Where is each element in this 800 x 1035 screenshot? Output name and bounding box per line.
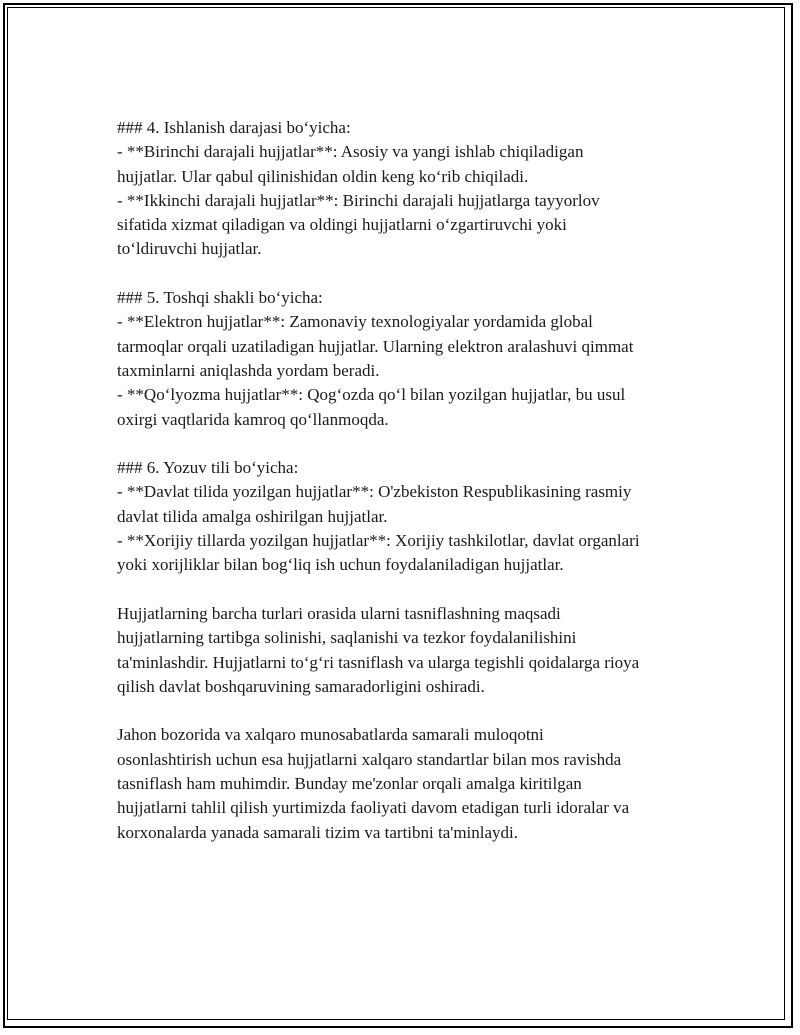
text-line: - **Xorijiy tillarda yozilgan hujjatlar**: Xorijiy tashkilotlar, davlat organlari <box>117 531 640 551</box>
text-line: yoki xorijliklar bilan bog‘liq ish uchun foydalaniladigan hujjatlar. <box>117 555 564 575</box>
text-line: ta'minlashdir. Hujjatlarni to‘g‘ri tasniflash va ularga tegishli qoidalarga rioya <box>117 652 640 672</box>
text-line: - **Ikkinchi darajali hujjatlar**: Birinchi darajali hujjatlarga tayyorlov <box>117 190 600 210</box>
section-5-toshqi-shakli <box>117 286 697 432</box>
text-line: hujjatlarni tahlil qilish yurtimizda faoliyati davom etadigan turli idoralar va <box>117 798 630 818</box>
text-line: hujjatlarning tartibga solinishi, saqlanishi va tezkor foydalanilishini <box>117 628 577 648</box>
text-line: - **Davlat tilida yozilgan hujjatlar**: O'zbekiston Respublikasining rasmiy <box>117 482 632 502</box>
text-line: qilish davlat boshqaruvining samaradorligini oshiradi. <box>117 676 485 696</box>
text-line: taxminlarni aniqlashda yordam beradi. <box>117 360 380 380</box>
text-line: korxonalarda yanada samarali tizim va tartibni ta'minlaydi. <box>117 822 519 842</box>
section-heading: ### 4. Ishlanish darajasi bo‘yicha: <box>117 118 351 137</box>
paragraph-classification-purpose <box>117 602 697 699</box>
text-line: tasniflash ham muhimdir. Bunday me'zonlar orqali amalga kiritilgan <box>117 774 582 794</box>
text-line: oxirgi vaqtlarida kamroq qo‘llanmoqda. <box>117 409 389 429</box>
text-line: to‘ldiruvchi hujjatlar. <box>117 239 262 259</box>
text-line: Hujjatlarning barcha turlari orasida ularni tasniflashning maqsadi <box>117 603 561 623</box>
section-heading: ### 6. Yozuv tili bo‘yicha: <box>117 458 299 478</box>
paragraph-international-standards <box>117 723 697 844</box>
text-line: davlat tilida amalga oshirilgan hujjatlar. <box>117 506 388 526</box>
text-line: hujjatlar. Ular qabul qilinishidan oldin keng ko‘rib chiqiladi. <box>117 166 529 186</box>
text-line: tarmoqlar orqali uzatiladigan hujjatlar. Ularning elektron aralashuvi qimmat <box>117 336 634 356</box>
text-line: sifatida xizmat qiladigan va oldingi hujjatlarni o‘zgartiruvchi yoki <box>117 215 567 235</box>
document-body <box>117 116 697 869</box>
section-heading: ### 5. Toshqi shakli bo‘yicha: <box>117 288 323 308</box>
text-line: osonlashtirish uchun esa hujjatlarni xalqaro standartlar bilan mos ravishda <box>117 749 622 769</box>
section-4-ishlanish-darajasi <box>117 116 697 262</box>
text-line: Jahon bozorida va xalqaro munosabatlarda samarali muloqotni <box>117 725 544 745</box>
text-line: - **Birinchi darajali hujjatlar**: Asosiy va yangi ishlab chiqiladigan <box>117 142 584 162</box>
section-6-yozuv-tili <box>117 456 697 577</box>
text-line: - **Elektron hujjatlar**: Zamonaviy texnologiyalar yordamida global <box>117 312 593 332</box>
text-line: - **Qo‘lyozma hujjatlar**: Qog‘ozda qo‘l bilan yozilgan hujjatlar, bu usul <box>117 385 626 405</box>
